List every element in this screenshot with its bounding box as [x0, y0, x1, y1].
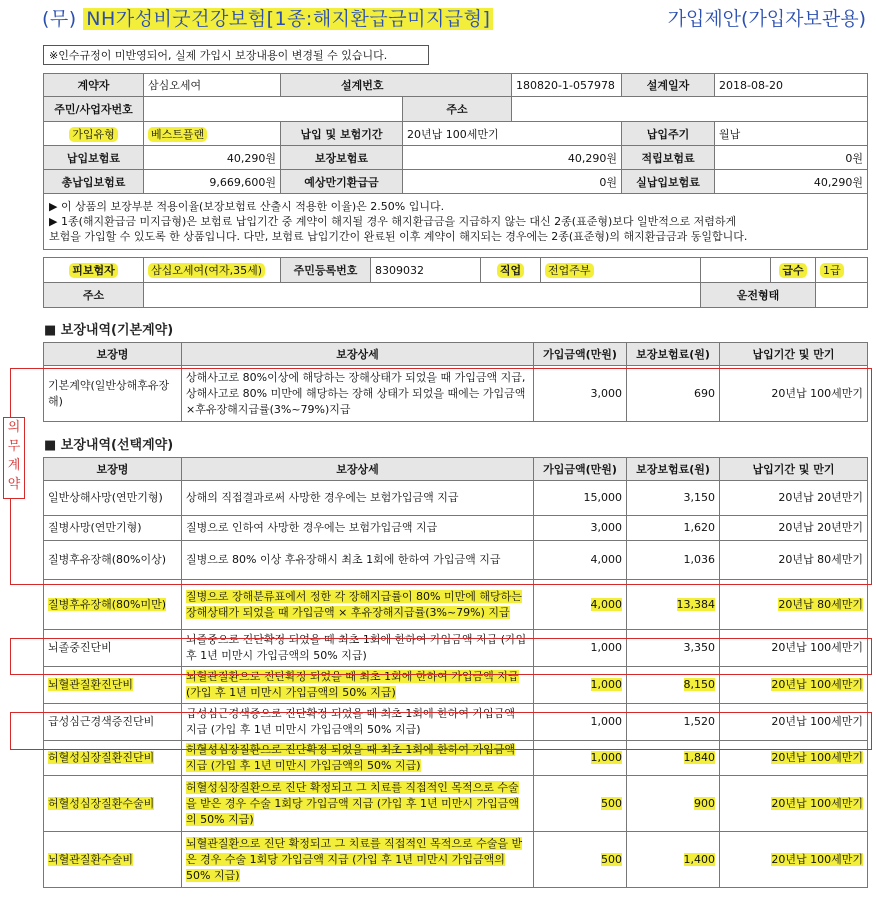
col-detail: 보장상세: [182, 458, 534, 481]
grade-value: 1급: [820, 263, 844, 278]
col-amount: 가입금액(만원): [534, 343, 627, 366]
coverage-detail: 뇌혈관질환으로 진단확정 되었을 때 최초 1회에 한하여 가입금액 지급 (가입 후 1년 미만시 가입금액의 50% 지급): [186, 670, 519, 699]
info-line: ▶ 이 상품의 보장부분 적용이율(보장보험료 산출시 적용한 이율)은 2.50% 입니다.: [49, 200, 445, 213]
premium-label: 납입보험료: [44, 146, 144, 170]
actual-value: 40,290원: [715, 170, 868, 194]
col-name: 보장명: [44, 343, 182, 366]
design-no-value: 180820-1-057978: [512, 74, 622, 97]
col-premium: 보장보험료(원): [627, 458, 720, 481]
coverage-detail: 질병으로 인하여 사망한 경우에는 보험가입금액 지급: [186, 521, 438, 534]
page-title: [42, 6, 493, 32]
coverage-premium: 1,520: [683, 715, 715, 728]
job-label: 직업: [497, 263, 524, 278]
contract-address-label: 주소: [403, 97, 512, 122]
basic-section-title: ■ 보장내역(기본계약): [44, 323, 174, 338]
coverage-detail: 허혈성심장질환으로 진단확정 되었을 때 최초 1회에 한하여 가입금액 지급 (가입 후 1년 미만시 가입금액의 50% 지급): [186, 743, 516, 772]
coverage-term: 20년납 100세만기: [771, 796, 863, 810]
product-name: NH가성비굿건강보험[1종:해지환급금미지급형]: [83, 8, 493, 30]
design-date-label: 설계일자: [622, 74, 715, 97]
rrn-label: 주민/사업자번호: [44, 97, 144, 122]
coverage-term: 20년납 100세만기: [720, 366, 868, 422]
cycle-value: 월납: [715, 122, 868, 146]
job-value: 전업주부: [545, 263, 594, 278]
coverage-amount: 1,000: [590, 751, 622, 764]
mandatory-contract-box: [10, 368, 872, 585]
coverage-name: 급성심근경색증진단비: [48, 715, 155, 728]
coverage-detail: 뇌혈관질환으로 진단 확정되고 그 치료를 직접적인 목적으로 수술을 받은 경우 수술 1회당 가입금액 지급 (가입 후 1년 미만시 가입금액의 50% 지급): [186, 836, 523, 882]
coverage-name: 허혈성심장질환진단비: [48, 751, 155, 764]
coverage-amount: 3,000: [534, 366, 627, 422]
info-line: ▶ 1종(해지환급금 미지급형)은 보험료 납입기간 중 계약이 해지될 경우 해지환급금을 지급하지 않는 대신 2종(표준형)보다 일반적으로 저렴하게: [49, 215, 737, 228]
col-detail: 보장상세: [182, 343, 534, 366]
coverage-detail: 상해사고로 80%이상에 해당하는 장해상태가 되었을 때 가입금액 지급, 상해사고로 80% 미만에 해당하는 장해 상태가 되었을 때에는 가입금액×후유장해지급률(3%~79%)지급: [182, 366, 534, 422]
contractor-value: 삼심오세여: [144, 74, 281, 97]
term-label: 납입 및 보험기간: [281, 122, 403, 146]
coverage-term: 20년납 100세만기: [771, 641, 863, 654]
info-line: 보험을 가입할 수 있도록 한 상품입니다. 다만, 보험료 납입기간이 완료된 이후 계약이 해지되는 경우에는 2종(표준형)의 해지환급금과 동일합니다.: [49, 230, 748, 243]
table-row: [44, 776, 868, 832]
coverage-term: 20년납 100세만기: [771, 751, 863, 764]
insured-rrn-label: 주민등록번호: [281, 258, 371, 283]
coverage-name: 일반상해사망(연만기형): [48, 491, 163, 504]
coverage-detail: 허혈성심장질환으로 진단 확정되고 그 치료를 직접적인 목적으로 수술을 받은 경우 수술 1회당 가입금액 지급 (가입 후 1년 미만시 가입금액의 50% 지급): [186, 780, 520, 826]
coverage-amount: 1,000: [590, 678, 622, 691]
coverage-premium: 3,150: [683, 491, 715, 504]
rrn-value: [144, 97, 403, 122]
coverage-name: 뇌혈관질환수술비: [48, 852, 134, 866]
coverage-amount: 4,000: [590, 597, 622, 611]
coverage-detail: 뇌졸중으로 진단확정 되었을 때 최초 1회에 한하여 가입금액 지급 (가입 후 1년 미만시 가입금액의 50% 지급): [186, 633, 527, 662]
coverage-premium: 13,384: [676, 597, 715, 611]
premium-value: 40,290원: [144, 146, 281, 170]
coverage-term: 20년납 80세만기: [778, 597, 863, 611]
coverage-term: 20년납 20년만기: [778, 491, 863, 504]
coverage-premium: 1,620: [683, 521, 715, 534]
coverage-name: 질병후유장해(80%미만): [48, 597, 167, 611]
cov-premium-label: 보장보험료: [281, 146, 403, 170]
coverage-amount: 3,000: [590, 521, 622, 534]
saving-value: 0원: [715, 146, 868, 170]
type-value: 베스트플랜: [148, 127, 207, 142]
stroke-diagnosis-box: [10, 638, 872, 675]
insured-name-label: 피보험자: [69, 263, 118, 278]
optional-section-title: ■ 보장내역(선택계약): [44, 438, 174, 453]
contract-address-value: [512, 97, 868, 122]
design-no-label: 설계번호: [281, 74, 512, 97]
coverage-detail: 상해의 직접결과로써 사망한 경우에는 보험가입금액 지급: [186, 491, 459, 504]
cycle-label: 납입주기: [622, 122, 715, 146]
driving-label: 운전형태: [701, 283, 816, 308]
coverage-name: 질병사망(연만기형): [48, 521, 142, 534]
total-label: 총납입보험료: [44, 170, 144, 194]
coverage-premium: 1,036: [683, 553, 715, 566]
insured-rrn-value: 8309032: [371, 258, 481, 283]
term-value: 20년납 100세만기: [403, 122, 622, 146]
total-value: 9,669,600원: [144, 170, 281, 194]
coverage-amount: 4,000: [590, 553, 622, 566]
refund-value: 0원: [403, 170, 622, 194]
coverage-term: 20년납 20년만기: [778, 521, 863, 534]
insured-address-label: 주소: [44, 283, 144, 308]
coverage-amount: 15,000: [583, 491, 622, 504]
mandatory-contract-label: 의무계약: [3, 417, 25, 499]
refund-label: 예상만기환급금: [281, 170, 403, 194]
coverage-term: 20년납 80세만기: [778, 553, 863, 566]
coverage-premium: 8,150: [683, 678, 715, 691]
coverage-term: 20년납 100세만기: [771, 715, 863, 728]
coverage-amount: 500: [601, 852, 622, 866]
cov-premium-value: 40,290원: [403, 146, 622, 170]
coverage-name: 뇌혈관질환진단비: [48, 678, 134, 691]
coverage-name: 허혈성심장질환수술비: [48, 796, 155, 810]
insured-address-value: [144, 283, 701, 308]
coverage-premium: 3,350: [683, 641, 715, 654]
heart-attack-diagnosis-box: [10, 712, 872, 750]
insured-name-value: 삼십오세여(여자,35세): [148, 263, 265, 278]
notice-box: ※인수규정이 미반영되어, 실제 가입시 보장내용이 변경될 수 있습니다.: [43, 45, 429, 65]
type-label: 가입유형: [69, 127, 118, 142]
grade-label: 급수: [779, 263, 806, 278]
document-type: 가입제안(가입자보관용): [667, 8, 866, 30]
coverage-detail: 질병으로 80% 이상 후유장해시 최초 1회에 한하여 가입금액 지급: [186, 553, 501, 566]
col-amount: 가입금액(만원): [534, 458, 627, 481]
coverage-name: 질병후유장해(80%이상): [48, 553, 167, 566]
col-premium: 보장보험료(원): [627, 343, 720, 366]
coverage-name: 뇌졸중진단비: [48, 641, 112, 654]
contract-table: [43, 73, 868, 250]
contractor-label: 계약자: [44, 74, 144, 97]
coverage-premium: 900: [694, 796, 715, 810]
coverage-premium: 1,400: [683, 852, 715, 866]
col-name: 보장명: [44, 458, 182, 481]
col-term: 납입기간 및 만기: [720, 458, 868, 481]
coverage-premium: 1,840: [683, 751, 715, 764]
coverage-detail: 질병으로 장해분류표에서 정한 각 장해지급률이 80% 미만에 해당하는 장해상태가 되었을 때 가입금액 × 후유장해지급률(3%~79%) 지급: [186, 589, 522, 619]
design-date-value: 2018-08-20: [715, 74, 868, 97]
actual-label: 실납입보험료: [622, 170, 715, 194]
coverage-amount: 1,000: [590, 641, 622, 654]
coverage-name: 기본계약(일반상해후유장해): [44, 366, 182, 422]
coverage-term: 20년납 100세만기: [771, 852, 863, 866]
col-term: 납입기간 및 만기: [720, 343, 868, 366]
table-row: [44, 580, 868, 630]
info-box: [44, 194, 868, 250]
coverage-term: 20년납 100세만기: [771, 678, 863, 691]
insured-table: [43, 257, 868, 308]
coverage-amount: 500: [601, 796, 622, 810]
coverage-amount: 1,000: [590, 715, 622, 728]
table-row: [44, 832, 868, 888]
coverage-premium: 690: [627, 366, 720, 422]
title-prefix: (무): [42, 8, 77, 30]
driving-value: [816, 283, 868, 308]
coverage-detail: 급성심근경색증으로 진단확정 되었을 때 최초 1회에 한하여 가입금액 지급 (가입 후 1년 미만시 가입금액의 50% 지급): [186, 707, 516, 736]
saving-label: 적립보험료: [622, 146, 715, 170]
